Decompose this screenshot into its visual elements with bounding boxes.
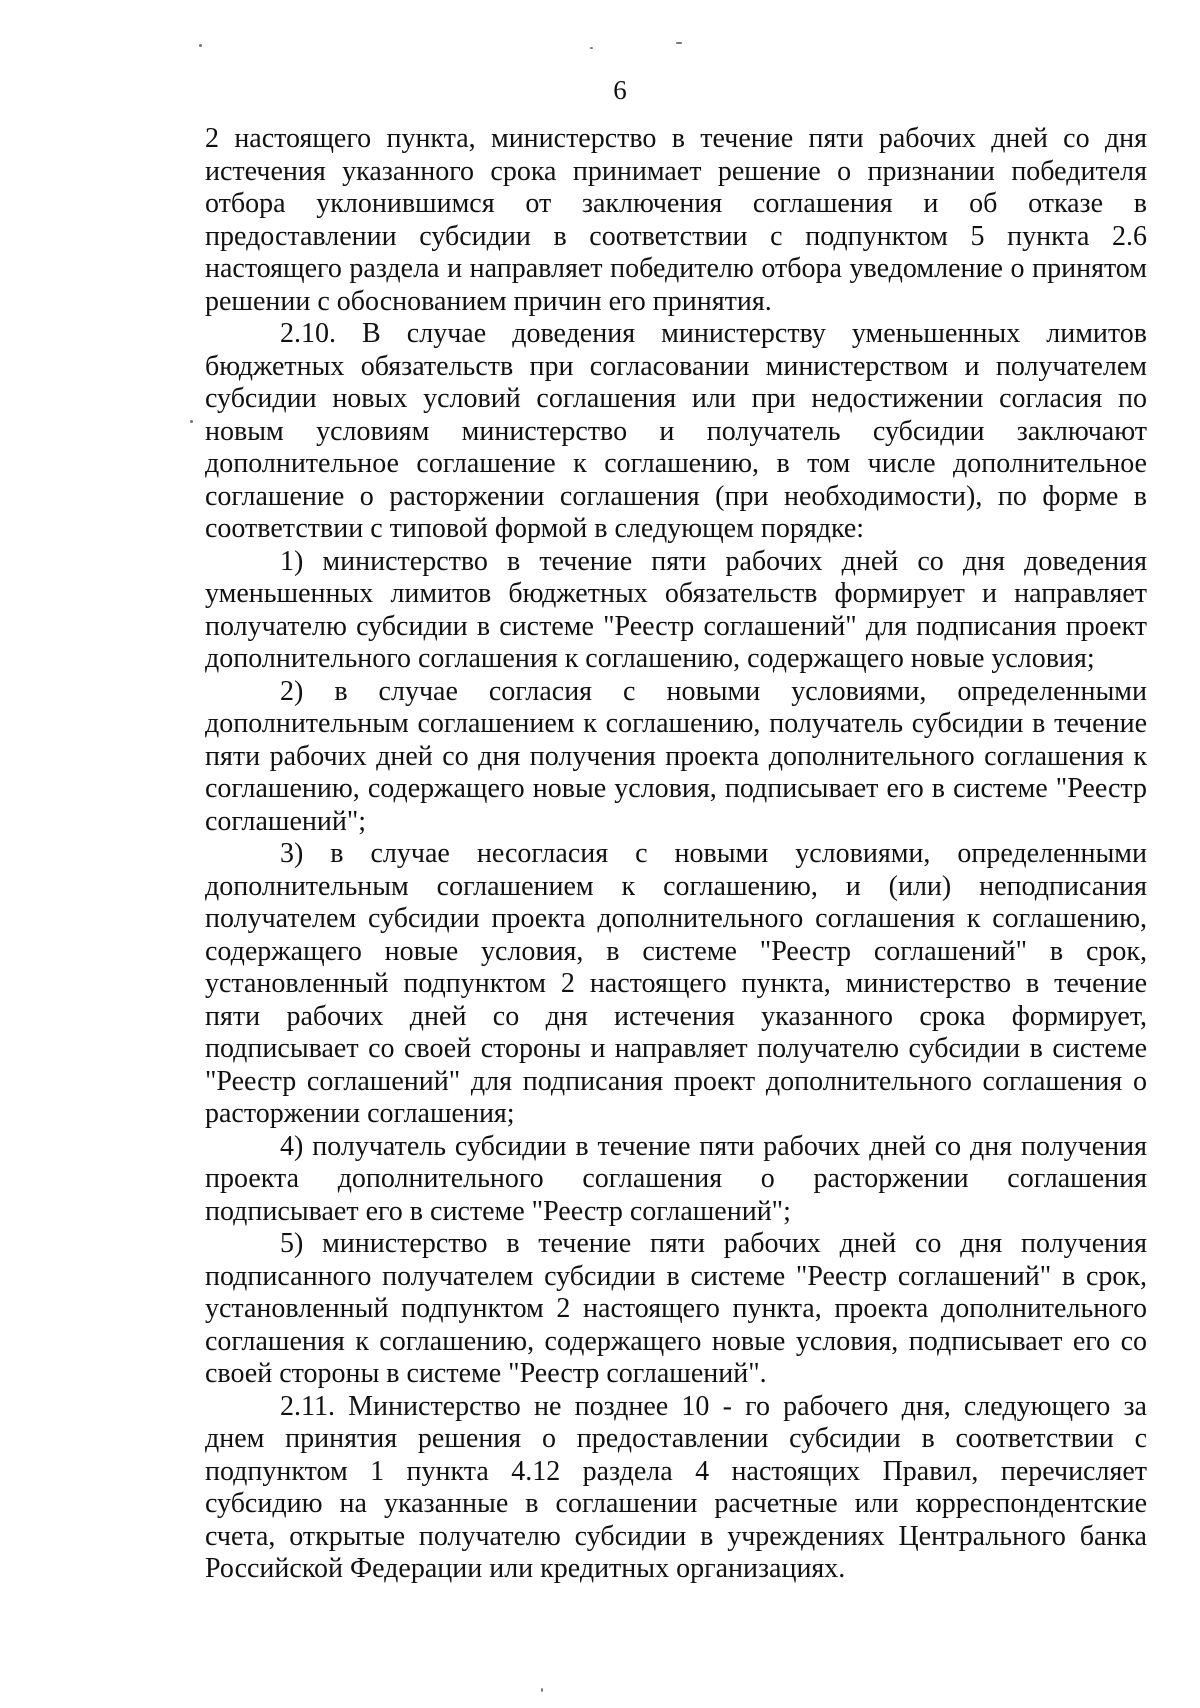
scan-speck — [676, 42, 682, 44]
scan-speck — [199, 44, 202, 47]
document-body — [205, 123, 1147, 1586]
paragraph-item-3: 3) в случае несогласия с новыми условиями, определенными дополнительным соглашением к соглашению, и (или) неподписания получателем субсидии проекта дополнительного соглашения к соглашению, содержащего новые условия, в системе "Реестр соглашений" в срок, установленный подпунктом 2 настоящего пункта, министерство в течение пяти рабочих дней со дня истечения указанного срока формирует, подписывает со своей стороны и направляет получателю субсидии в системе "Реестр соглашений" для подписания проект дополнительного соглашения о расторжении соглашения; — [205, 838, 1147, 1129]
paragraph-2-11: 2.11. Министерство не позднее 10 - го рабочего дня, следующего за днем принятия решения о предоставлении субсидии в соответствии с подпунктом 1 пункта 4.12 раздела 4 настоящих Правил, перечисляет субсидию на указанные в соглашении расчетные или корреспондентские счета, открытые получателю субсидии в учреждениях Центрального банка Российской Федерации или кредитных организациях. — [205, 1390, 1147, 1584]
scan-speck — [541, 1688, 543, 1692]
scan-speck — [190, 420, 193, 423]
paragraph-item-1: 1) министерство в течение пяти рабочих дней со дня доведения уменьшенных лимитов бюджетных обязательств формирует и направляет получателю субсидии в системе "Реестр соглашений" для подписания проект дополнительного соглашения к соглашению, содержащего новые условия; — [205, 545, 1147, 674]
paragraph-item-5: 5) министерство в течение пяти рабочих дней со дня получения подписанного получателем субсидии в системе "Реестр соглашений" в срок, установленный подпунктом 2 настоящего пункта, проекта дополнительного соглашения к соглашению, содержащего новые условия, подписывает его со своей стороны в системе "Реестр соглашений". — [205, 1228, 1147, 1389]
paragraph-item-4: 4) получатель субсидии в течение пяти рабочих дней со дня получения проекта дополнительного соглашения о расторжении соглашения подписывает его в системе "Реестр соглашений"; — [205, 1130, 1147, 1227]
paragraph-continuation: 2 настоящего пункта, министерство в течение пяти рабочих дней со дня истечения указанного срока принимает решение о признании победителя отбора уклонившимся от заключения соглашения и об отказе в предоставлении субсидии в соответствии с подпунктом 5 пункта 2.6 настоящего раздела и направляет победителю отбора уведомление о принятом решении с обоснованием причин его принятия. — [205, 123, 1147, 317]
page-number: 6 — [613, 75, 627, 105]
paragraph-2-10: 2.10. В случае доведения министерству уменьшенных лимитов бюджетных обязательств при согласовании министерством и получателем субсидии новых условий соглашения или при недостижении согласия по новым условиям министерство и получатель субсидии заключают дополнительное соглашение к соглашению, в том числе дополнительное соглашение о расторжении соглашения (при необходимости), по форме в соответствии с типовой формой в следующем порядке: — [205, 318, 1147, 544]
paragraph-item-2: 2) в случае согласия с новыми условиями, определенными дополнительным соглашением к соглашению, получатель субсидии в течение пяти рабочих дней со дня получения проекта дополнительного соглашения к соглашению, содержащего новые условия, подписывает его в системе "Реестр соглашений"; — [205, 675, 1147, 837]
scan-speck — [590, 47, 593, 49]
